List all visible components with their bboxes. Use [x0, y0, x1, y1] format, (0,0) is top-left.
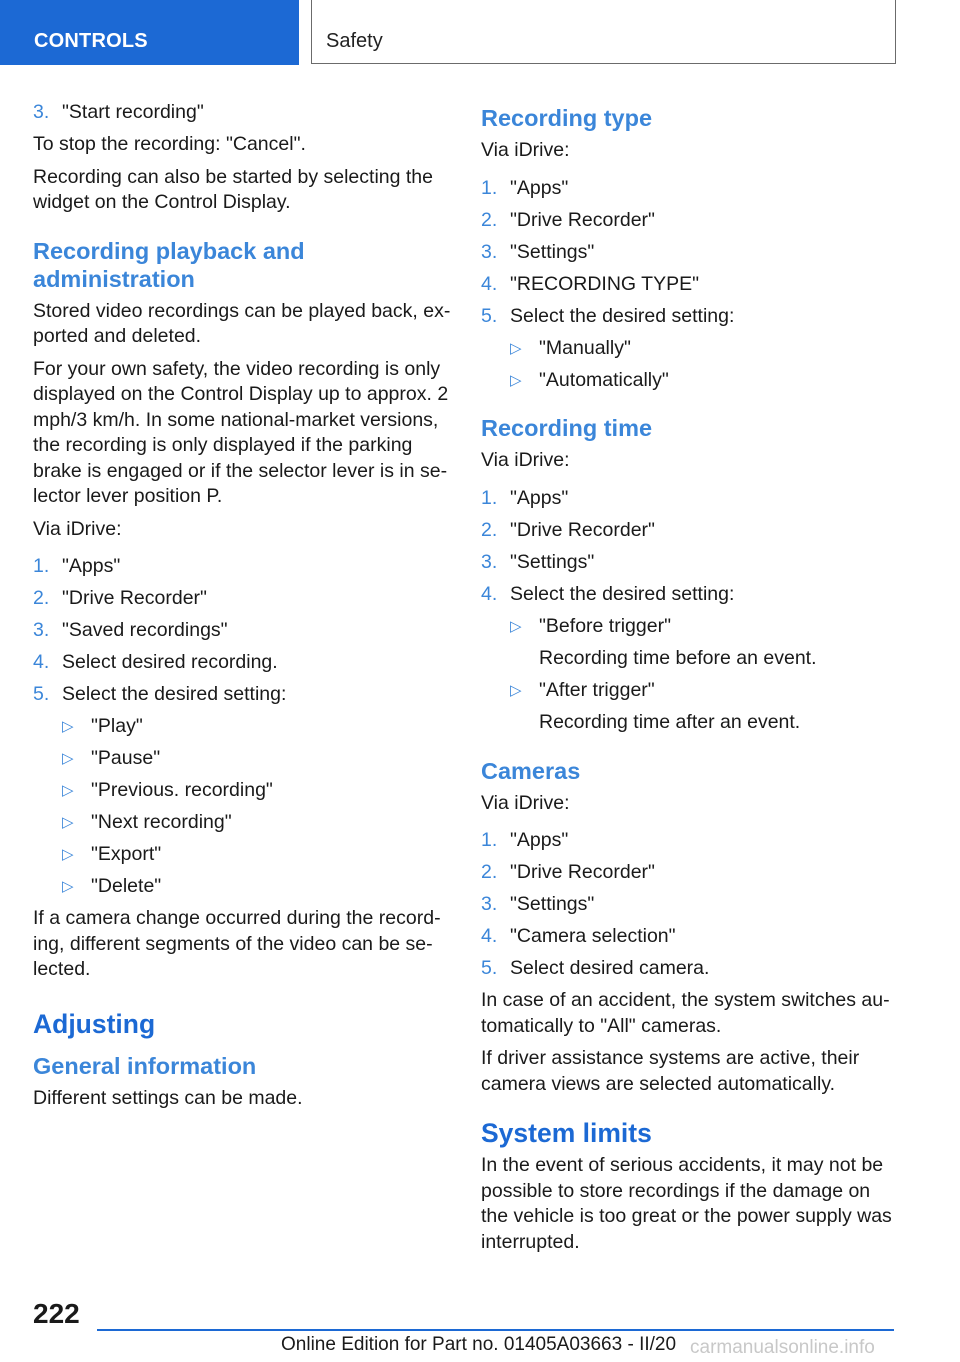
widget-text: Recording can also be started by selecting the widget on the Control Display. [33, 165, 433, 213]
adjusting-heading: Adjusting [33, 1008, 156, 1039]
bullet-item [62, 778, 453, 804]
bullet-text: "Before trigger" [539, 614, 671, 637]
step-text: Select desired recording. [62, 651, 278, 673]
triangle-bullet-icon: ▷ [510, 682, 522, 699]
general-text: Different settings can be made. [33, 1086, 303, 1109]
step-text: "Apps" [510, 176, 569, 199]
step-item [33, 100, 453, 126]
step-text: Select the desired setting: [510, 304, 735, 327]
cameras-heading: Cameras [481, 757, 581, 784]
assist-text: If driver assistance systems are active, their camera views are selected automatically. [481, 1047, 860, 1095]
general-heading: General information [33, 1052, 257, 1079]
footer-divider [97, 1329, 894, 1331]
step-text: "Apps" [62, 555, 121, 577]
step-number: 3. [33, 619, 50, 641]
step-text: "Drive Recorder" [62, 587, 207, 609]
bullet-description: Recording time after an event. [539, 711, 801, 733]
step-item [481, 518, 901, 544]
step-item [481, 828, 901, 854]
step-item [481, 582, 901, 608]
via-idrive: Via iDrive: [33, 517, 122, 540]
step-item [481, 924, 901, 950]
bullet-item [510, 336, 901, 362]
step-text: "Start recording" [62, 101, 204, 123]
triangle-bullet-icon: ▷ [510, 339, 522, 357]
step-number: 2. [481, 208, 498, 231]
step-item [481, 892, 901, 918]
playback-paragraph-2: For your own safety, the video recording is only displayed on the Control Display up to approx. 2 mph/3 km/h. In some national-market versions, the recording is only displayed if the parking brake is engaged or if the selector lever is in selector lever position P. [33, 357, 449, 507]
right-column [481, 100, 901, 1262]
limits-text: In the event of serious accidents, it may not be possible to store recordings if the damage on the vehicle is too great or the power supply was interrupted. [481, 1154, 892, 1253]
playback-paragraph-1: Stored video recordings can be played back, exported and deleted. [33, 299, 451, 347]
bullet-text: "Next recording" [91, 811, 232, 833]
via-idrive: Via iDrive: [481, 791, 570, 814]
step-number: 3. [481, 240, 498, 263]
left-column [33, 100, 453, 1118]
camera-change-text: If a camera change occurred during the recording, different segments of the video can be selected. [33, 907, 441, 980]
bullet-item [62, 746, 453, 772]
step-item [481, 860, 901, 886]
triangle-bullet-icon: ▷ [62, 750, 74, 767]
watermark: carmanualsonline.info [690, 1337, 875, 1358]
step-item [33, 554, 453, 580]
edition-text: Online Edition for Part no. 01405A03663 - II/20 [281, 1334, 677, 1355]
bullet-text: "After trigger" [539, 679, 655, 701]
step-text: "Camera selection" [510, 925, 676, 947]
bullet-text: "Play" [91, 715, 143, 737]
via-idrive: Via iDrive: [481, 139, 570, 161]
step-item [481, 304, 901, 330]
step-number: 2. [33, 587, 50, 609]
triangle-bullet-icon: ▷ [510, 617, 522, 635]
step-text: Select the desired setting: [62, 683, 287, 705]
step-number: 5. [481, 304, 498, 327]
step-number: 4. [481, 925, 498, 947]
triangle-bullet-icon: ▷ [62, 782, 74, 799]
bullet-item [62, 810, 453, 836]
step-item [481, 550, 901, 576]
bullet-item [510, 368, 901, 394]
chapter-label: Safety [326, 30, 383, 52]
bullet-text: "Export" [91, 843, 162, 865]
step-text: "Settings" [510, 550, 595, 573]
step-text: Select the desired setting: [510, 582, 735, 605]
step-number: 4. [481, 582, 498, 605]
chapter-tab [311, 0, 896, 64]
triangle-bullet-icon: ▷ [62, 718, 74, 735]
step-item [481, 272, 901, 298]
step-item [33, 618, 453, 644]
bullet-text: "Pause" [91, 747, 161, 769]
step-item [481, 240, 901, 266]
section-tab [0, 0, 299, 65]
recording-time-heading: Recording time [481, 415, 653, 441]
step-number: 5. [481, 957, 498, 979]
step-item [33, 650, 453, 676]
accident-text: In case of an accident, the system switches automatically to "All" cameras. [481, 989, 890, 1037]
step-number: 3. [33, 101, 50, 123]
section-label: CONTROLS [34, 30, 148, 52]
step-number: 1. [481, 176, 498, 199]
stop-text: To stop the recording: "Cancel". [33, 133, 306, 155]
step-text: "Settings" [510, 893, 595, 915]
step-number: 3. [481, 550, 498, 573]
bullet-text: "Delete" [91, 875, 162, 897]
step-text: "Drive Recorder" [510, 861, 655, 883]
bullet-item [62, 714, 453, 740]
via-idrive: Via iDrive: [481, 449, 570, 471]
bullet-description: Recording time before an event. [539, 646, 817, 669]
bullet-text: "Previous. recording" [91, 779, 273, 801]
step-text: "Drive Recorder" [510, 208, 655, 231]
recording-type-heading: Recording type [481, 105, 653, 131]
step-number: 2. [481, 518, 498, 541]
bullet-item [510, 678, 901, 704]
page-number: 222 [33, 1298, 80, 1329]
playback-heading: Recording playback and administration [33, 237, 305, 292]
bullet-text: "Manually" [539, 336, 631, 359]
step-text: "Drive Recorder" [510, 518, 655, 541]
step-number: 1. [481, 486, 498, 509]
step-number: 3. [481, 893, 498, 915]
step-text: "RECORDING TYPE" [510, 272, 700, 295]
step-text: Select desired camera. [510, 957, 710, 979]
step-item [33, 586, 453, 612]
bullet-item [510, 614, 901, 640]
step-item [481, 486, 901, 512]
step-item [33, 682, 453, 708]
step-item [481, 176, 901, 202]
bullet-item [62, 842, 453, 868]
step-text: "Apps" [510, 829, 569, 851]
triangle-bullet-icon: ▷ [62, 814, 74, 831]
triangle-bullet-icon: ▷ [510, 371, 522, 389]
triangle-bullet-icon: ▷ [62, 846, 74, 863]
step-text: "Apps" [510, 486, 569, 509]
step-number: 4. [33, 651, 50, 673]
step-text: "Saved recordings" [62, 619, 228, 641]
step-number: 2. [481, 861, 498, 883]
bullet-text: "Automatically" [539, 368, 669, 391]
step-number: 4. [481, 272, 498, 295]
step-item [481, 956, 901, 982]
triangle-bullet-icon: ▷ [62, 878, 74, 895]
step-item [481, 208, 901, 234]
step-number: 5. [33, 683, 50, 705]
step-number: 1. [481, 829, 498, 851]
step-number: 1. [33, 555, 50, 577]
bullet-item [62, 874, 453, 900]
system-limits-heading: System limits [481, 1118, 652, 1148]
step-text: "Settings" [510, 240, 595, 263]
